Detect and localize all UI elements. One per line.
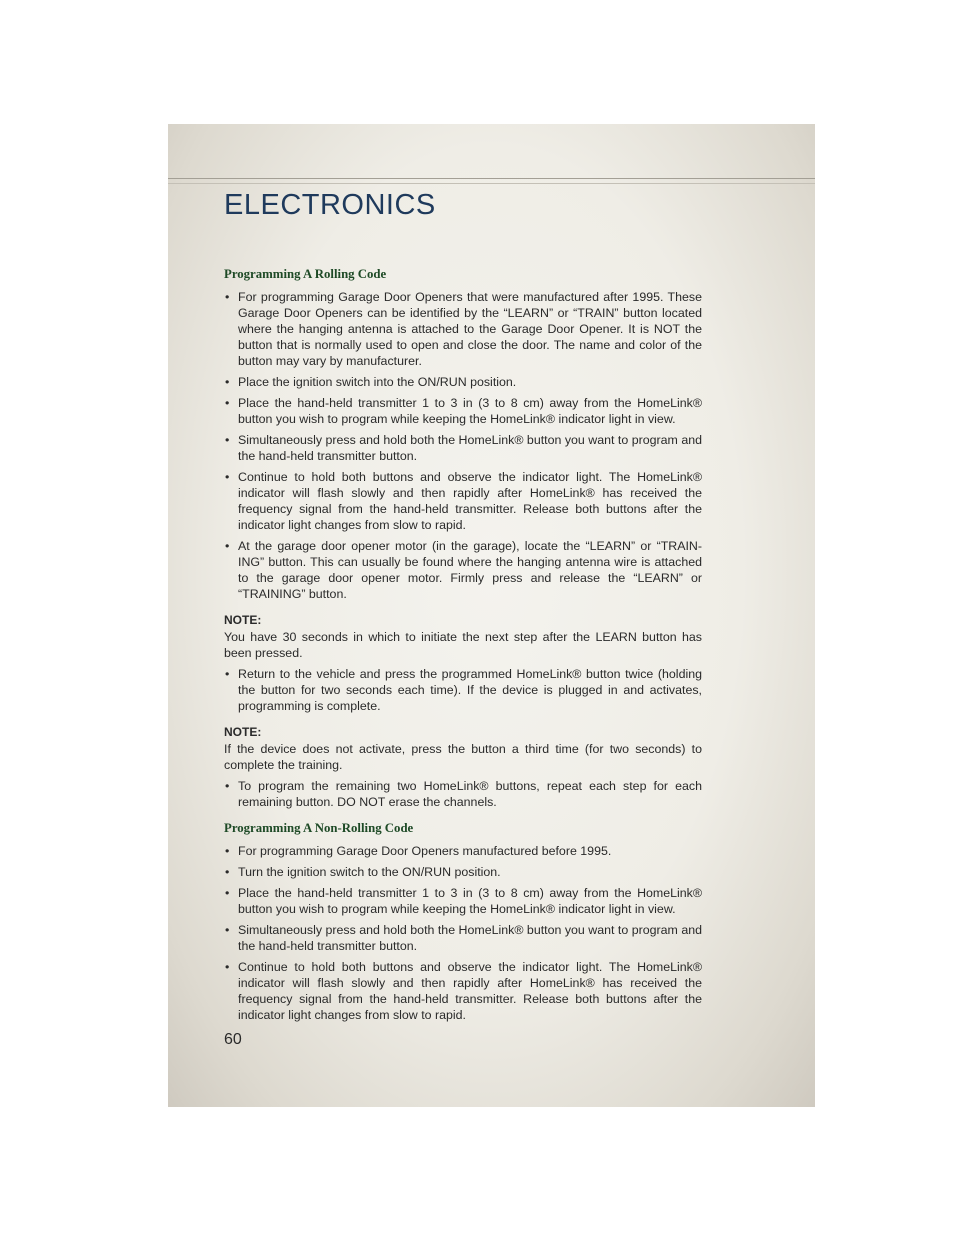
non-rolling-code-steps [224,843,702,1023]
note-label: NOTE: [224,613,262,627]
list-item: • At the garage door opener motor (in the garage), locate the “LEARN” or “TRAIN-ING” button. This can usually be found where the hanging antenna wire is attached to the garage door opener motor. Firmly press and release the “LEARN” or “TRAINING” button. [224,538,702,602]
page-title: ELECTRONICS [224,189,436,221]
note-text: You have 30 seconds in which to initiate the next step after the LEARN button has been pressed. [224,630,702,660]
rolling-code-steps-continued [224,666,702,714]
page-number: 60 [224,1031,242,1048]
list-item: • For programming Garage Door Openers that were manufactured after 1995. These Garage Door Openers can be identified by the “LEARN” or “TRAIN” button located where the hanging antenna is attached to the Garage Door Opener. It is NOT the button that is normally used to open and close the door. The name and color of the button may vary by manufacturer. [224,289,702,369]
rolling-code-steps-final [224,778,702,810]
section-heading-rolling-code: Programming A Rolling Code [224,267,387,281]
list-item: • Simultaneously press and hold both the HomeLink® button you want to program and the hand-held transmitter button. [224,922,702,954]
list-item: • Simultaneously press and hold both the HomeLink® button you want to program and the hand-held transmitter button. [224,432,702,464]
section-heading-non-rolling-code: Programming A Non-Rolling Code [224,821,414,835]
main-content [224,266,702,1028]
list-item: • For programming Garage Door Openers manufactured before 1995. [224,843,702,859]
list-item: • Place the hand-held transmitter 1 to 3 in (3 to 8 cm) away from the HomeLink® button you wish to program while keeping the HomeLink® indicator light in view. [224,885,702,917]
note-text: If the device does not activate, press the button a third time (for two seconds) to complete the training. [224,742,702,772]
list-item: • Return to the vehicle and press the programmed HomeLink® button twice (holding the button for two seconds each time). If the device is plugged in and activates, programming is complete. [224,666,702,714]
list-item: • Continue to hold both buttons and observe the indicator light. The HomeLink® indicator will flash slowly and then rapidly after HomeLink® has received the frequency signal from the hand-held transmitter. Release both buttons after the indicator light changes from slow to rapid. [224,469,702,533]
list-item: • Continue to hold both buttons and observe the indicator light. The HomeLink® indicator will flash slowly and then rapidly after HomeLink® has received the frequency signal from the hand-held transmitter. Release both buttons after the indicator light changes from slow to rapid. [224,959,702,1023]
list-item: • Place the ignition switch into the ON/RUN position. [224,374,702,390]
rolling-code-steps [224,289,702,602]
note-label: NOTE: [224,725,262,739]
list-item: • Place the hand-held transmitter 1 to 3 in (3 to 8 cm) away from the HomeLink® button you wish to program while keeping the HomeLink® indicator light in view. [224,395,702,427]
header-rule-secondary [168,183,815,184]
list-item: • To program the remaining two HomeLink® buttons, repeat each step for each remaining button. DO NOT erase the channels. [224,778,702,810]
list-item: • Turn the ignition switch to the ON/RUN position. [224,864,702,880]
header-rule [168,178,815,179]
